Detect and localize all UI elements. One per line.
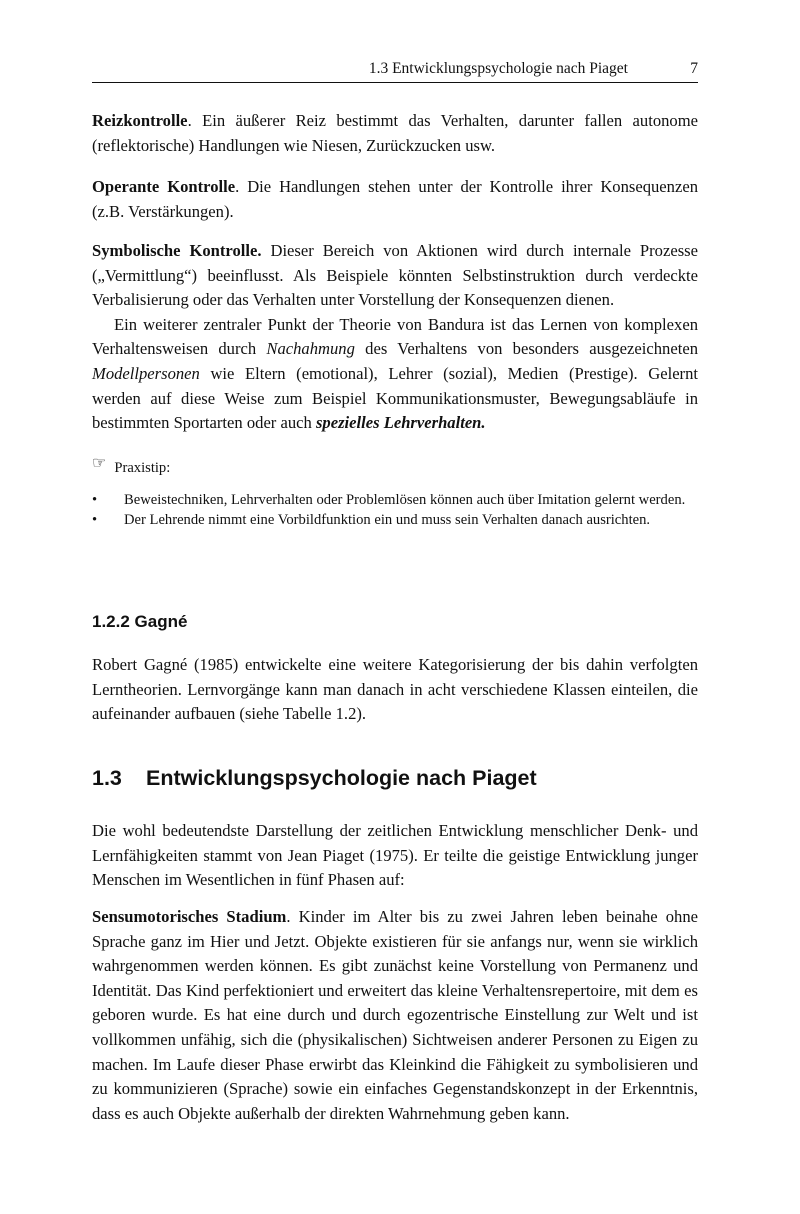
emphasis-modellpersonen: Modellpersonen (92, 363, 200, 383)
paragraph-bandura (92, 313, 698, 436)
paragraph-text: Die wohl bedeutendste Darstellung der zeitlichen Entwicklung menschlicher Denk- und Lernfähigkeiten stammt von Jean Piaget (1975). Er teilte die geistige Entwicklung junger Menschen im Wesentlichen in fünf Phasen auf: (92, 821, 698, 890)
practice-tip-list (92, 490, 698, 530)
practice-tip-text: Praxistip: (114, 460, 171, 476)
emphasis-lehrverhalten: spezielles Lehrverhalten. (315, 413, 486, 433)
paragraph-gagne (92, 653, 698, 727)
list-item-text: Der Lehrende nimmt eine Vorbildfunktion ein und muss sein Verhalten danach ausrichten. (124, 512, 651, 528)
emphasis-nachahmung: Nachahmung (266, 339, 355, 359)
list-item (92, 490, 698, 510)
paragraph-text: . Kinder im Alter bis zu zwei Jahren leben beinahe ohne Sprache ganz im Hier und Jetzt. Objekte existieren für sie anfangs nur, wenn sie wirklich wahrgenommen werden können. Es gibt zunächst keine Vorstellung von Permanenz und Identität. Das Kind perfektioniert und erweitert das kleine Verhaltensrepertoire, mit dem es geboren wurde. Es hat eine durch und durch egozentrische Einstellung zur Welt und ist vollkommen unfähig, sich die (physikalischen) Sichtweisen anderer Personen zu Eigen zu machen. Im Laufe dieser Phase erwirbt das Kleinkind die Fähigkeit zu symbolisieren und zu kommunizieren (Sprache) sowie ein einfaches Gegenstandskonzept in der Erkenntnis, dass es auch Objekte außerhalb der direkten Wahrnehmung geben kann. (92, 907, 698, 1123)
paragraph-piaget-intro (92, 819, 698, 893)
term-symbolische-kontrolle: Symbolische Kontrolle. (92, 241, 262, 260)
paragraph-text: Robert Gagné (1985) entwickelte eine weitere Kategorisierung der bis dahin verfolgten Lerntheorien. Lernvorgänge kann man danach in acht verschiedene Klassen einteilen, die aufeinander aufbauen (siehe Tabelle 1.2). (92, 655, 698, 724)
paragraph-symbolische-kontrolle (92, 239, 698, 436)
running-header-title: 1.3 Entwicklungspsychologie nach Piaget (368, 60, 628, 77)
list-item-text: Beweistechniken, Lehrverhalten oder Problemlösen können auch über Imitation gelernt werden. (124, 492, 686, 508)
bullet-icon: • (92, 512, 98, 528)
bullet-icon: • (92, 492, 98, 508)
term-operante-kontrolle: Operante Kontrolle (92, 177, 236, 196)
paragraph-text: Dieser Bereich von Aktionen wird durch internale Prozesse („Vermittlung“) beeinflusst. Als Beispiele könnten Selbstinstruktion durch verdeckte Verbalisierung oder das Verhalten unter Vorstellung der Konsequenzen dienen. (92, 241, 698, 310)
term-reizkontrolle: Reizkontrolle (92, 111, 188, 130)
paragraph-sensumotorisches-stadium (92, 905, 698, 1126)
paragraph-text: des Verhaltens von besonders ausgezeichneten (354, 339, 698, 359)
paragraph-text: wie Eltern (emotional), Lehrer (sozial), Medien (Prestige). Gelernt werden auf diese Weise zum Beispiel Kommunikationsmuster, Bewegungsabläufe in bestimmten Sportarten oder auch (92, 363, 698, 433)
running-header (92, 58, 698, 83)
section-number: 1.3 (92, 766, 122, 790)
section-heading-1-2-2: 1.2.2 Gagné (92, 612, 188, 631)
paragraph-reizkontrolle (92, 109, 698, 158)
practice-tip-label (92, 457, 698, 477)
paragraph-text: . Ein äußerer Reiz bestimmt das Verhalten, darunter fallen autonome (reflektorische) Handlungen wie Niesen, Zurückzucken usw. (92, 111, 698, 155)
section-title: Entwicklungspsychologie nach Piaget (146, 766, 537, 790)
paragraph-text: Ein weiterer zentraler Punkt der Theorie von Bandura ist das Lernen von komplexen Verhaltensweisen durch (92, 314, 698, 359)
paragraph-operante-kontrolle (92, 175, 698, 224)
term-sensumotorisches-stadium: Sensumotorisches Stadium (92, 907, 287, 926)
section-heading-1-3 (92, 766, 537, 791)
paragraph-text: . Die Handlungen stehen unter der Kontrolle ihrer Konsequenzen (z.B. Verstärkungen). (92, 177, 698, 221)
list-item (92, 510, 698, 530)
pointing-hand-icon: ☞ (92, 455, 107, 472)
page-number: 7 (690, 60, 698, 77)
